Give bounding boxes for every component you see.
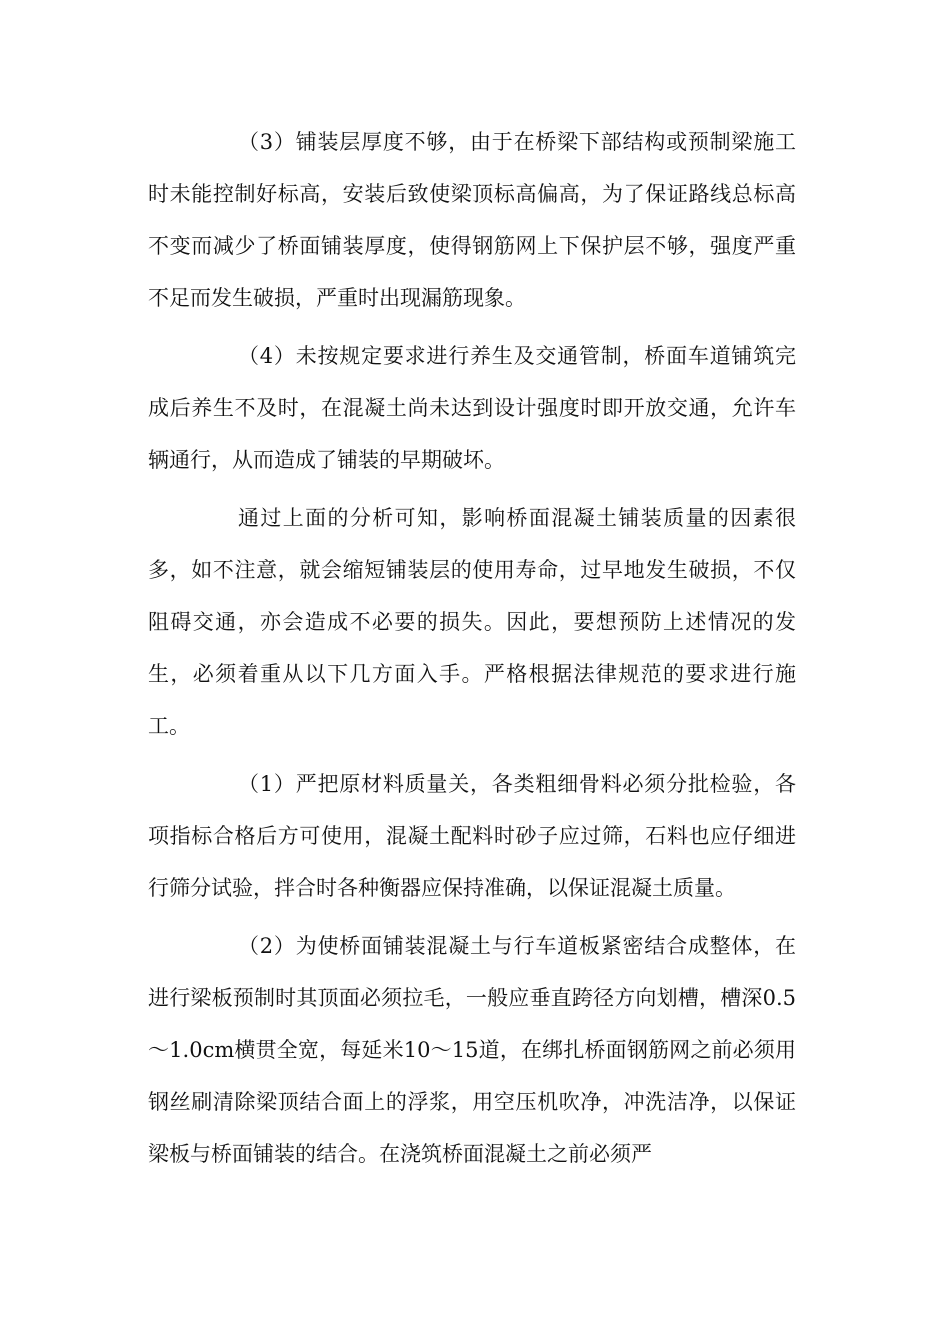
- document-body: [148, 116, 796, 1186]
- paragraph-4-curing-traffic-control: （4）未按规定要求进行养生及交通管制，桥面车道铺筑完成后养生不及时，在混凝土尚未达到设计强度时即开放交通，允许车辆通行，从而造成了铺装的早期破坏。: [148, 344, 796, 472]
- paragraph-3-insufficient-thickness: （3）铺装层厚度不够，由于在桥梁下部结构或预制梁施工时未能控制好标高，安装后致使梁顶标高偏高，为了保证路线总标高不变而减少了桥面铺装厚度，使得钢筋网上下保护层不够，强度严重不足而发生破损，严重时出现漏筋现象。: [148, 130, 796, 310]
- paragraph-analysis-summary: 通过上面的分析可知，影响桥面混凝土铺装质量的因素很多，如不注意，就会缩短铺装层的使用寿命，过早地发生破损，不仅阻碍交通，亦会造成不必要的损失。因此，要想预防上述情况的发生，必须着重从以下几方面入手。严格根据法律规范的要求进行施工。: [148, 506, 796, 738]
- paragraph-1-raw-material-quality: （1）严把原材料质量关，各类粗细骨料必须分批检验，各项指标合格后方可使用，混凝土配料时砂子应过筛，石料也应仔细进行筛分试验，拌合时各种衡器应保持准确，以保证混凝土质量。: [148, 772, 796, 900]
- paragraph-2-surface-bonding: （2）为使桥面铺装混凝土与行车道板紧密结合成整体，在进行梁板预制时其顶面必须拉毛，一般应垂直跨径方向划槽，槽深0.5～1.0cm横贯全宽，每延米10～15道，在绑扎桥面钢筋网之前必须用钢丝刷清除梁顶结合面上的浮浆，用空压机吹净，冲洗洁净，以保证梁板与桥面铺装的结合。在浇筑桥面混凝土之前必须严: [148, 934, 796, 1166]
